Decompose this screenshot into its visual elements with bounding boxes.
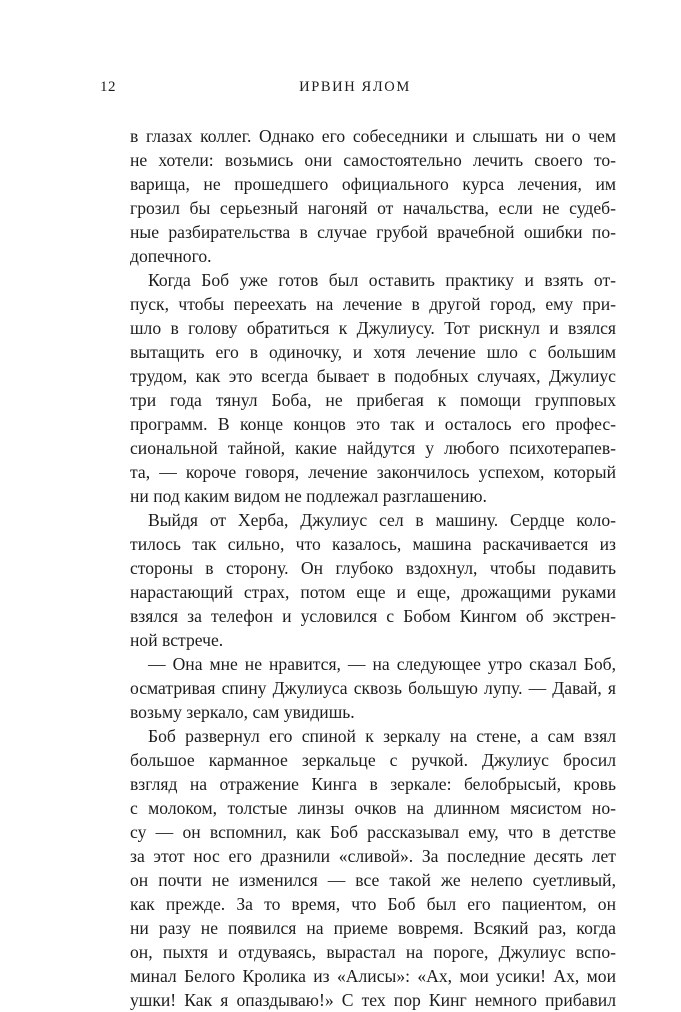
- text-line: су — он вспомнил, как Боб рассказывал ему, что в детстве: [130, 822, 616, 842]
- text-line: Когда Боб уже готов был оставить практику и взять от-: [148, 270, 616, 290]
- page-number: 12: [100, 79, 116, 95]
- text-line: вытащить его в одиночку, и хотя лечение шло с большим: [130, 342, 616, 362]
- text-line: — Она мне не нравится, — на следующее утро сказал Боб,: [148, 654, 616, 674]
- text-line: три года тянул Боба, не прибегая к помощи групповых: [130, 390, 616, 410]
- text-line: варища, не прошедшего официального курса лечения, им: [130, 174, 616, 194]
- text-line: нарастающий страх, потом еще и еще, дрожащими руками: [130, 582, 616, 602]
- text-line: в глазах коллег. Однако его собеседники и слышать ни о чем: [130, 126, 616, 146]
- text-line: программ. В конце концов это так и осталось его профес-: [130, 414, 616, 434]
- text-line: большое карманное зеркальце с ручкой. Джулиус бросил: [130, 750, 616, 770]
- body-text: [130, 124, 616, 1012]
- text-line: он почти не изменился — все такой же нелепо суетливый,: [130, 870, 616, 890]
- running-header: [100, 79, 610, 101]
- text-line: возьму зеркало, сам увидишь.: [130, 702, 355, 722]
- text-line: как прежде. За то время, что Боб был его пациентом, он: [130, 894, 616, 914]
- text-line: он, пыхтя и отдуваясь, вырастал на пороге, Джулиус вспо-: [130, 942, 616, 962]
- text-line: минал Белого Кролика из «Алисы»: «Ах, мои усики! Ах, мои: [130, 966, 616, 986]
- text-line: Боб развернул его спиной к зеркалу на стене, а сам взял: [148, 726, 616, 746]
- text-line: взялся за телефон и условился с Бобом Кингом об экстрен-: [130, 606, 616, 626]
- text-line: пуск, чтобы переехать на лечение в другой город, ему при-: [130, 294, 616, 314]
- text-line: та, — короче говоря, лечение закончилось успехом, который: [130, 462, 616, 482]
- text-line: сиональной тайной, какие найдутся у любого психотерапев-: [130, 438, 616, 458]
- text-line: Выйдя от Херба, Джулиус сел в машину. Сердце коло-: [148, 510, 616, 530]
- text-line: с молоком, толстые линзы очков на длинном мясистом но-: [130, 798, 616, 818]
- text-line: взгляд на отражение Кинга в зеркале: белобрысый, кровь: [130, 774, 616, 794]
- text-line: грозил бы серьезный нагоняй от начальства, если не судеб-: [130, 198, 616, 218]
- text-line: осматривая спину Джулиуса сквозь большую лупу. — Давай, я: [130, 678, 616, 698]
- text-line: допечного.: [130, 246, 212, 266]
- text-line: за этот нос его дразнили «сливой». За последние десять лет: [130, 846, 616, 866]
- text-line: не хотели: возьмись они самостоятельно лечить своего то-: [130, 150, 616, 170]
- text-line: ушки! Как я опаздываю!» С тех пор Кинг немного прибавил: [130, 990, 616, 1010]
- text-line: ни под каким видом не подлежал разглашению.: [130, 486, 487, 506]
- book-title: ИРВИН ЯЛОМ: [299, 79, 411, 95]
- text-line: стороны в сторону. Он глубоко вздохнул, чтобы подавить: [130, 558, 616, 578]
- text-line: ной встрече.: [130, 630, 224, 650]
- text-line: шло в голову обратиться к Джулиусу. Тот рискнул и взялся: [130, 318, 616, 338]
- text-line: ни разу не появился на приеме вовремя. Всякий раз, когда: [130, 918, 616, 938]
- text-line: трудом, как это всегда бывает в подобных случаях, Джулиус: [130, 366, 616, 386]
- text-line: тилось так сильно, что казалось, машина раскачивается из: [130, 534, 616, 554]
- text-line: ные разбирательства в случае грубой врачебной ошибки по-: [130, 222, 616, 242]
